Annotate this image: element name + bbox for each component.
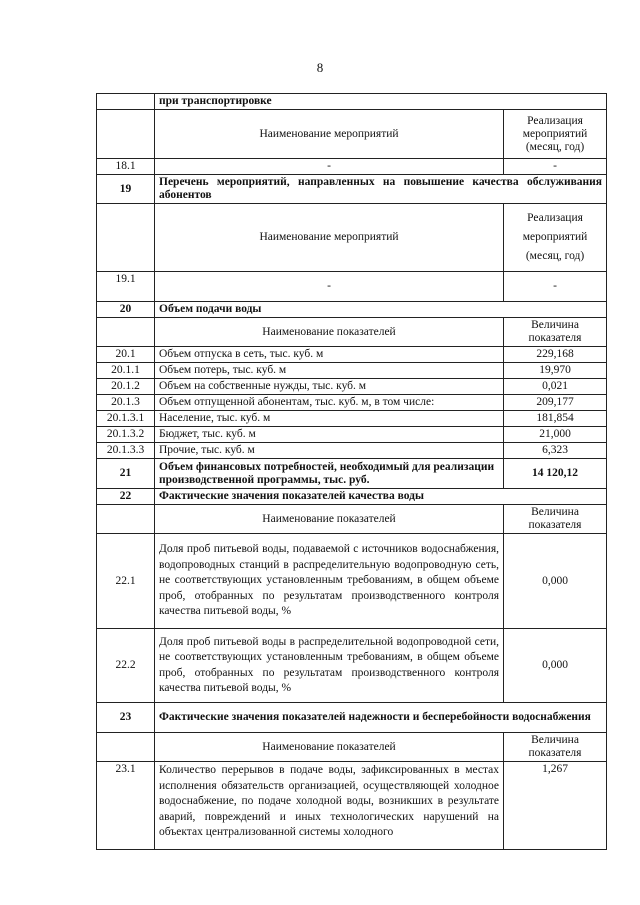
section-number: 22 [97,489,155,505]
row-21 [97,459,607,489]
measure-implementation: - [504,159,607,175]
section-19-title: Перечень мероприятий, направленных на повышение качества обслуживания абонентов [155,175,607,204]
table-row: 20.1 Объем отпуска в сеть, тыс. куб. м 229,168 [97,347,607,363]
program-table [96,93,607,850]
header-indicator-name: Наименование показателей [155,318,504,347]
row-number: 23.1 [97,762,155,850]
section-number: 21 [97,459,155,489]
indicator-name: Доля проб питьевой воды, подаваемой с источников водоснабжения, водопроводных станций в распределительную водопроводную сеть, не соответствующих установленным требованиям, в общем объеме проб, отобранных по результатам производственного контроля качества питьевой воды, % [155,534,504,629]
measure-name: - [155,272,504,302]
header-measures-name: Наименование мероприятий [155,204,504,272]
row-number: 22.2 [97,629,155,703]
row-19-1 [97,272,607,302]
table-row: 20.1.1 Объем потерь, тыс. куб. м 19,970 [97,363,607,379]
page-number: 8 [316,60,324,75]
section-23-title: Фактические значения показателей надежности и бесперебойности водоснабжения [155,703,607,733]
row-22-2 [97,629,607,703]
row-19-title [97,175,607,204]
section-number: 20 [97,302,155,318]
indicator-value: 0,000 [504,629,607,703]
table-row: 20.1.3.1 Население, тыс. куб. м 181,854 [97,411,607,427]
section-20-title: Объем подачи воды [155,302,607,318]
row-19-header [97,204,607,272]
financial-needs-value: 14 120,12 [504,459,607,489]
row-18-header [97,110,607,159]
table-row: 20.1.3.2 Бюджет, тыс. куб. м 21,000 [97,427,607,443]
indicator-value: 1,267 [504,762,607,850]
section-18-title-tail: при транспортировке [155,94,607,110]
measure-implementation: - [504,272,607,302]
table-row: 20.1.3.3 Прочие, тыс. куб. м 6,323 [97,443,607,459]
row-22-title [97,489,607,505]
row-18-1 [97,159,607,175]
row-23-title [97,703,607,733]
header-indicator-value: Величина показателя [504,505,607,534]
row-number: 22.1 [97,534,155,629]
indicator-name: Количество перерывов в подаче воды, зафиксированных в местах исполнения обязательств организацией, осуществляющей холодное водоснабжение, по подаче холодной воды, возникших в результате аварий, повреждений и иных технологических нарушений на объектах централизованной системы холодного [155,762,504,850]
section-number: 19 [97,175,155,204]
indicator-value: 0,000 [504,534,607,629]
header-indicator-name: Наименование показателей [155,733,504,762]
row-20-title [97,302,607,318]
row-number: 19.1 [97,272,155,302]
row-number: 18.1 [97,159,155,175]
header-indicator-name: Наименование показателей [155,505,504,534]
indicator-name: Доля проб питьевой воды в распределительной водопроводной сети, не соответствующих установленным требованиям, в общем объеме проб, отобранных по результатам производственного контроля качества питьевой воды, % [155,629,504,703]
header-measures-implementation: Реализация мероприятий (месяц, год) [504,110,607,159]
section-21-title: Объем финансовых потребностей, необходимый для реализации производственной программы, тыс. руб. [155,459,504,489]
measure-name: - [155,159,504,175]
header-measures-implementation: Реализация мероприятий (месяц, год) [504,204,607,272]
row-22-1 [97,534,607,629]
row-20-header [97,318,607,347]
header-measures-name: Наименование мероприятий [155,110,504,159]
row-23-1 [97,762,607,850]
row-22-header [97,505,607,534]
section-22-title: Фактические значения показателей качества воды [155,489,607,505]
table-row: 20.1.2 Объем на собственные нужды, тыс. куб. м 0,021 [97,379,607,395]
row-18-continuation [97,94,607,110]
header-indicator-value: Величина показателя [504,318,607,347]
header-indicator-value: Величина показателя [504,733,607,762]
row-23-header [97,733,607,762]
table-row: 20.1.3 Объем отпущенной абонентам, тыс. куб. м, в том числе: 209,177 [97,395,607,411]
section-number: 23 [97,703,155,733]
